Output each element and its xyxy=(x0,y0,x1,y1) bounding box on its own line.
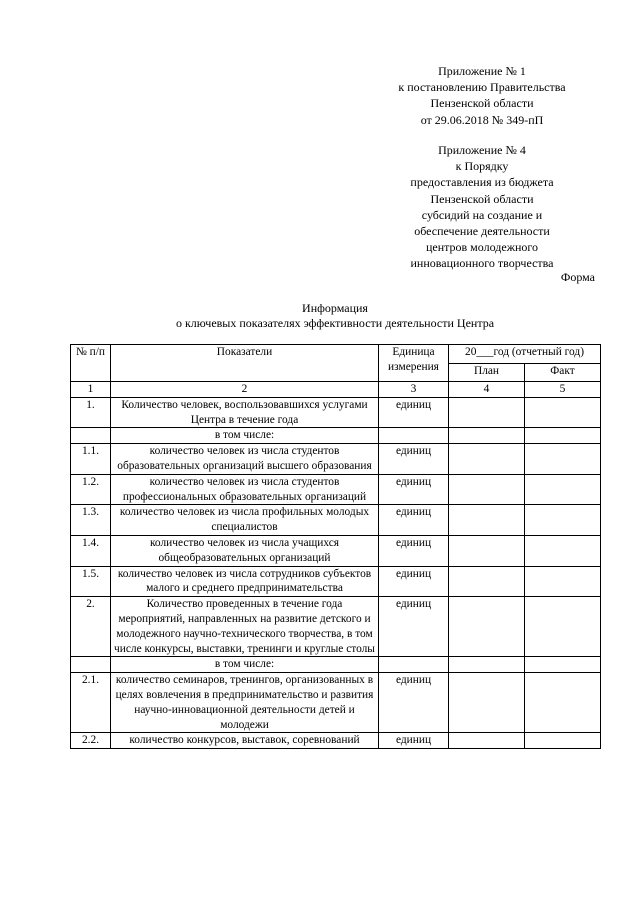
row-plan-cell xyxy=(449,673,525,733)
row-fact-cell xyxy=(525,474,601,505)
row-indicator: в том числе: xyxy=(111,657,379,673)
table-row xyxy=(71,597,601,657)
table-row xyxy=(71,566,601,597)
table-row xyxy=(71,444,601,475)
appendix-4-block xyxy=(392,142,572,272)
row-plan-cell xyxy=(449,444,525,475)
row-fact-cell xyxy=(525,597,601,657)
appendix-4-line: к Порядку xyxy=(455,159,509,174)
row-indicator: количество конкурсов, выставок, соревнований xyxy=(111,733,379,749)
appendix-4-line: субсидий на создание и xyxy=(421,207,543,222)
row-indicator: количество человек из числа студентов образовательных организаций высшего образования xyxy=(111,444,379,475)
row-unit: единиц xyxy=(379,535,449,566)
table-row xyxy=(71,733,601,749)
column-number-row xyxy=(71,382,601,398)
table-header-row xyxy=(71,345,601,364)
header-fact: Факт xyxy=(525,363,601,382)
title-line-1: Информация xyxy=(302,301,368,315)
row-plan-cell xyxy=(449,535,525,566)
table-row xyxy=(71,657,601,673)
row-unit: единиц xyxy=(379,566,449,597)
appendix-1-line: Приложение № 1 xyxy=(438,64,526,78)
table-row xyxy=(71,505,601,536)
row-indicator: количество человек из числа учащихся общеобразовательных организаций xyxy=(111,535,379,566)
row-plan-cell xyxy=(449,428,525,444)
appendix-4-line: предоставления из бюджета xyxy=(410,175,554,190)
row-number: 1.1. xyxy=(71,444,111,475)
row-fact-cell xyxy=(525,444,601,475)
column-number: 2 xyxy=(111,382,379,398)
column-number: 1 xyxy=(71,382,111,398)
table-row xyxy=(71,535,601,566)
table-row xyxy=(71,397,601,428)
row-unit: единиц xyxy=(379,505,449,536)
column-number: 3 xyxy=(379,382,449,398)
row-plan-cell xyxy=(449,566,525,597)
table-row xyxy=(71,474,601,505)
row-unit xyxy=(379,428,449,444)
row-unit: единиц xyxy=(379,673,449,733)
row-number: 2.1. xyxy=(71,673,111,733)
row-plan-cell xyxy=(449,597,525,657)
row-indicator: Количество проведенных в течение года мероприятий, направленных на развитие детского и молодежного научно-технического творчества, в том числе конкурсы, выставки, тренинги и круглые столы xyxy=(111,597,379,657)
appendix-4-line: обеспечение деятельности xyxy=(414,224,550,239)
row-number: 2. xyxy=(71,597,111,657)
row-indicator: количество человек из числа профильных молодых специалистов xyxy=(111,505,379,536)
title-line-2: о ключевых показателях эффективности деятельности Центра xyxy=(175,316,495,330)
row-unit: единиц xyxy=(379,733,449,749)
row-unit: единиц xyxy=(379,474,449,505)
row-indicator: количество семинаров, тренингов, организованных в целях вовлечения в предпринимательство и развития научно-инновационной деятельности детей и молодежи xyxy=(111,673,379,733)
appendix-1-line: Пензенской области xyxy=(430,96,534,111)
header-year: 20___год (отчетный год) xyxy=(449,345,601,364)
appendix-1-line: к постановлению Правительства xyxy=(398,80,566,95)
appendix-4-line: центров молодежного xyxy=(425,240,539,255)
table-row xyxy=(71,428,601,444)
row-indicator: количество человек из числа сотрудников субъектов малого и среднего предпринимательства xyxy=(111,566,379,597)
appendix-4-line: инновационного творчества xyxy=(410,256,554,271)
row-number: 1. xyxy=(71,397,111,428)
row-fact-cell xyxy=(525,657,601,673)
row-fact-cell xyxy=(525,505,601,536)
row-number: 1.4. xyxy=(71,535,111,566)
row-unit: единиц xyxy=(379,444,449,475)
column-number: 5 xyxy=(525,382,601,398)
row-fact-cell xyxy=(525,566,601,597)
appendix-4-line: Пензенской области xyxy=(430,191,534,206)
row-plan-cell xyxy=(449,474,525,505)
row-number: 2.2. xyxy=(71,733,111,749)
appendix-4-line: Приложение № 4 xyxy=(438,143,526,157)
row-plan-cell xyxy=(449,657,525,673)
header-num: № п/п xyxy=(71,345,111,382)
row-fact-cell xyxy=(525,673,601,733)
table-row xyxy=(71,673,601,733)
header-unit: Единица измерения xyxy=(379,345,449,382)
row-indicator: Количество человек, воспользовавшихся услугами Центра в течение года xyxy=(111,397,379,428)
row-fact-cell xyxy=(525,428,601,444)
appendix-1-line: от 29.06.2018 № 349-пП xyxy=(420,112,544,127)
document-title xyxy=(70,301,600,331)
row-indicator: количество человек из числа студентов профессиональных образовательных организаций xyxy=(111,474,379,505)
header-indicators: Показатели xyxy=(111,345,379,382)
row-indicator: в том числе: xyxy=(111,428,379,444)
row-number: 1.5. xyxy=(71,566,111,597)
row-plan-cell xyxy=(449,397,525,428)
row-unit: единиц xyxy=(379,397,449,428)
column-number: 4 xyxy=(449,382,525,398)
form-label: Форма xyxy=(560,270,595,284)
row-fact-cell xyxy=(525,535,601,566)
indicators-table xyxy=(70,344,601,749)
header-plan: План xyxy=(449,363,525,382)
row-unit: единиц xyxy=(379,597,449,657)
row-fact-cell xyxy=(525,397,601,428)
appendix-1-block xyxy=(392,63,572,128)
row-plan-cell xyxy=(449,505,525,536)
row-number: 1.3. xyxy=(71,505,111,536)
row-fact-cell xyxy=(525,733,601,749)
row-number xyxy=(71,428,111,444)
row-unit xyxy=(379,657,449,673)
row-plan-cell xyxy=(449,733,525,749)
row-number: 1.2. xyxy=(71,474,111,505)
row-number xyxy=(71,657,111,673)
